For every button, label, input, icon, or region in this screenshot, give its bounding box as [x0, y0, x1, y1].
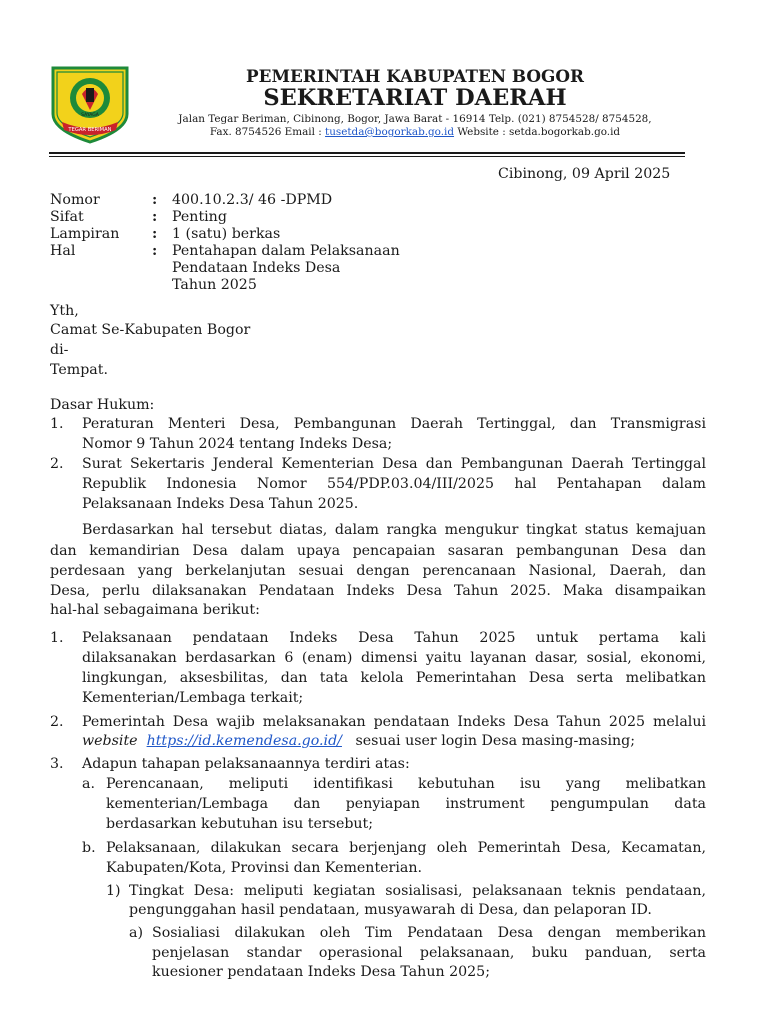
- body-paragraph-line: perdesaan yang berkelanjutan sesuai dengan perencanaan Nasional, Daerah, dan: [50, 563, 706, 579]
- legal-item-text: Pelaksanaan Indeks Desa Tahun 2025.: [82, 496, 359, 512]
- meta-value-lampiran: 1 (satu) berkas: [172, 226, 281, 242]
- level-subitem-text: Sosialiasi dilakukan oleh Tim Pendataan Desa dengan memberikan: [152, 925, 706, 941]
- subpoint-num: b.: [82, 840, 96, 856]
- point-text: Adapun tahapan pelaksanaannya terdiri atas:: [82, 756, 410, 772]
- meta-value-sifat: Penting: [172, 209, 227, 225]
- meta-sep: :: [152, 209, 158, 225]
- body-paragraph-line: Berdasarkan hal tersebut diatas, dalam rangka mengukur tingkat status kemajuan: [82, 522, 706, 538]
- website-text: Website : setda.bogorkab.go.id: [454, 126, 621, 138]
- addressee-place: Tempat.: [50, 362, 108, 378]
- addressee-di: di-: [50, 342, 69, 358]
- level-subitem-text: kuesioner pendataan Indeks Desa Tahun 2025;: [152, 964, 490, 980]
- level-subitem-text: penjelasan standar operasional pelaksanaan, buku panduan, serta: [152, 945, 706, 961]
- point-text-website-line: [82, 731, 635, 751]
- org-name-line1: PEMERINTAH KABUPATEN BOGOR: [246, 66, 584, 86]
- legal-item-text: Surat Sekertaris Jenderal Kementerian Desa dan Pembangunan Daerah Tertinggal: [82, 456, 706, 472]
- kemendesa-link[interactable]: https://id.kemendesa.go.id/: [146, 733, 342, 749]
- point-num: 3.: [50, 756, 64, 772]
- meta-label-nomor: Nomor: [50, 192, 100, 208]
- meta-value-hal-3: Tahun 2025: [172, 277, 257, 293]
- website-label: website: [82, 733, 138, 749]
- legal-item-num: 1.: [50, 416, 64, 432]
- website-line-rest: sesuai user login Desa masing-masing;: [350, 733, 636, 749]
- letterhead-divider: [49, 152, 685, 154]
- logo-inner-text: SAYAGA: [81, 113, 99, 118]
- date-place: Cibinong, 09 April 2025: [498, 166, 671, 182]
- body-paragraph-line: Desa, perlu dilaksanakan Pendataan Indeks Desa Tahun 2025. Maka disampaikan: [50, 583, 706, 599]
- addressee-name: Camat Se-Kabupaten Bogor: [50, 322, 251, 338]
- subpoint-text: Pelaksanaan, dilakukan secara berjenjang oleh Pemerintah Desa, Kecamatan,: [106, 840, 706, 856]
- legal-item-text: Republik Indonesia Nomor 554/PDP.03.04/III/2025 hal Pentahapan dalam: [82, 476, 706, 492]
- fax-email-label: Fax. 8754526 Email :: [209, 126, 326, 138]
- meta-sep: :: [152, 226, 158, 242]
- subpoint-num: a.: [82, 776, 95, 792]
- meta-value-nomor: 400.10.2.3/ 46 -DPMD: [172, 192, 333, 208]
- point-num: 1.: [50, 630, 64, 646]
- meta-value-hal-2: Pendataan Indeks Desa: [172, 260, 341, 276]
- legal-item-text: Peraturan Menteri Desa, Pembangunan Daerah Tertinggal, dan Transmigrasi: [82, 416, 706, 432]
- kabupaten-bogor-logo: [48, 64, 132, 144]
- point-text: dilaksanakan berdasarkan 6 (enam) dimensi yaitu layanan dasar, sosial, ekonomi,: [82, 650, 706, 666]
- level-subitem-num: a): [129, 925, 143, 941]
- addressee-salutation: Yth,: [50, 303, 79, 319]
- meta-label-sifat: Sifat: [50, 209, 84, 225]
- point-text: lingkungan, aksesbilitas, dan tata kelola Pemerintahan Desa serta melibatkan: [82, 670, 706, 686]
- point-text: Pemerintah Desa wajib melaksanakan pendataan Indeks Desa Tahun 2025 melalui: [82, 714, 706, 730]
- point-num: 2.: [50, 714, 64, 730]
- subpoint-text: kementerian/Lembaga dan penyiapan instrument pengumpulan data: [106, 796, 706, 812]
- level-num: 1): [106, 883, 121, 899]
- point-text: Kementerian/Lembaga terkait;: [82, 690, 304, 706]
- org-address-line1: Jalan Tegar Beriman, Cibinong, Bogor, Jawa Barat - 16914 Telp. (021) 8754528/ 8754528,: [178, 113, 652, 125]
- legal-basis-heading: Dasar Hukum:: [50, 397, 155, 413]
- legal-item-text: Nomor 9 Tahun 2024 tentang Indeks Desa;: [82, 436, 393, 452]
- meta-label-hal: Hal: [50, 243, 76, 259]
- letterhead-divider-thin: [49, 156, 685, 157]
- org-name-line2: SEKRETARIAT DAERAH: [263, 85, 567, 111]
- org-address-line2: [150, 126, 680, 139]
- email-link[interactable]: tusetda@bogorkab.go.id: [325, 126, 455, 138]
- meta-sep: :: [152, 243, 158, 259]
- logo-banner-text: TEGAR BERIMAN: [68, 127, 112, 133]
- subpoint-text: Kabupaten/Kota, Provinsi dan Kementerian.: [106, 860, 422, 876]
- subpoint-text: berdasarkan kebutuhan isu tersebut;: [106, 816, 374, 832]
- legal-item-num: 2.: [50, 456, 64, 472]
- level-text: pengunggahan hasil pendataan, musyawarah di Desa, dan pelaporan ID.: [129, 902, 652, 918]
- body-paragraph-line: dan kemandirian Desa dalam upaya pencapaian sasaran pembangunan Desa dan: [50, 543, 706, 559]
- meta-value-hal: Pentahapan dalam Pelaksanaan: [172, 243, 400, 259]
- level-text: Tingkat Desa: meliputi kegiatan sosialisasi, pelaksanaan teknis pendataan,: [129, 883, 706, 899]
- point-text: Pelaksanaan pendataan Indeks Desa Tahun 2025 untuk pertama kali: [82, 630, 706, 646]
- subpoint-text: Perencanaan, meliputi identifikasi kebutuhan isu yang melibatkan: [106, 776, 706, 792]
- body-paragraph-line: hal-hal sebagaimana berikut:: [50, 602, 260, 618]
- meta-sep: :: [152, 192, 158, 208]
- meta-label-lampiran: Lampiran: [50, 226, 120, 242]
